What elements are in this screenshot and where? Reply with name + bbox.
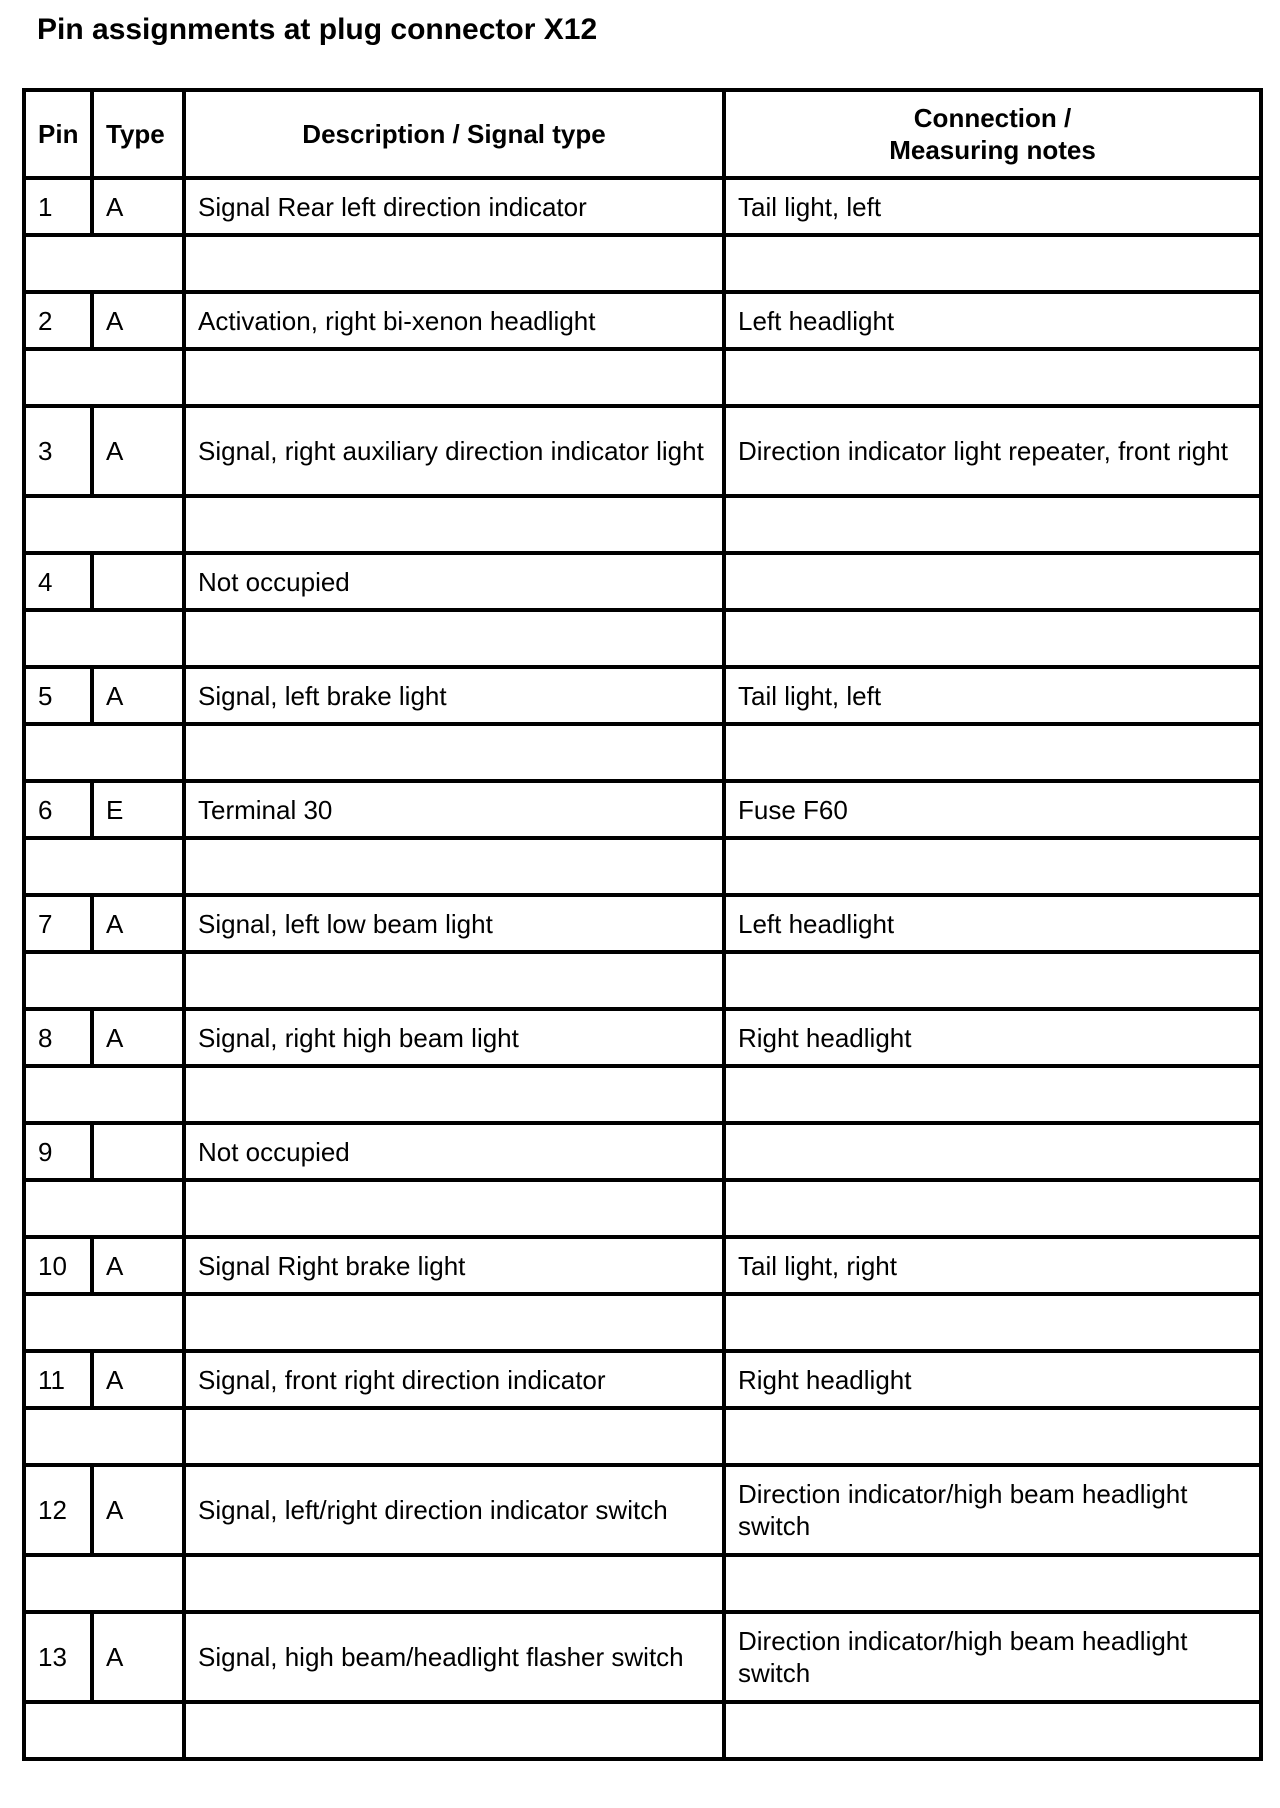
table-row [24,1123,1261,1180]
pin-cell: 12 [24,1465,92,1555]
type-cell: E [92,781,184,838]
spacer-row [24,1294,1261,1351]
spacer-row [24,610,1261,667]
table-header-row [24,90,1261,178]
description-cell: Activation, right bi-xenon headlight [184,292,724,349]
table-row [24,667,1261,724]
header-type: Type [92,90,184,178]
type-cell: A [92,1009,184,1066]
spacer-row [24,838,1261,895]
description-cell: Signal, right high beam light [184,1009,724,1066]
connection-cell: Direction indicator/high beam headlight switch [724,1465,1261,1555]
type-cell [92,553,184,610]
table-row [24,178,1261,235]
pin-cell: 3 [24,406,92,496]
pin-cell: 6 [24,781,92,838]
description-cell: Signal, left low beam light [184,895,724,952]
type-cell: A [92,1237,184,1294]
spacer-row [24,1702,1261,1759]
spacer-row [24,724,1261,781]
connection-cell [724,1123,1261,1180]
table-row [24,1351,1261,1408]
spacer-row [24,496,1261,553]
connection-cell: Left headlight [724,895,1261,952]
pin-cell: 1 [24,178,92,235]
description-cell: Signal Rear left direction indicator [184,178,724,235]
header-description: Description / Signal type [184,90,724,178]
description-cell: Signal Right brake light [184,1237,724,1294]
spacer-row [24,1180,1261,1237]
header-connection-line1: Connection / [913,103,1072,133]
type-cell: A [92,667,184,724]
description-cell: Not occupied [184,553,724,610]
description-cell: Signal, right auxiliary direction indicator light [184,406,724,496]
description-cell: Signal, left/right direction indicator switch [184,1465,724,1555]
type-cell: A [92,1465,184,1555]
type-cell: A [92,178,184,235]
connection-cell: Tail light, left [724,178,1261,235]
table-row [24,553,1261,610]
connection-cell: Right headlight [724,1351,1261,1408]
pin-cell: 8 [24,1009,92,1066]
table-row [24,1009,1261,1066]
pin-cell: 5 [24,667,92,724]
description-cell: Signal, left brake light [184,667,724,724]
connection-cell: Left headlight [724,292,1261,349]
type-cell: A [92,406,184,496]
connection-cell: Direction indicator light repeater, front right [724,406,1261,496]
description-cell: Signal, high beam/headlight flasher switch [184,1612,724,1702]
table-row [24,895,1261,952]
table-row [24,781,1261,838]
pin-cell: 7 [24,895,92,952]
type-cell: A [92,1351,184,1408]
spacer-row [24,1066,1261,1123]
header-connection-line2: Measuring notes [889,135,1096,165]
spacer-row [24,349,1261,406]
header-pin: Pin [24,90,92,178]
connection-cell: Fuse F60 [724,781,1261,838]
spacer-row [24,1555,1261,1612]
connection-cell [724,553,1261,610]
header-connection [724,90,1261,178]
type-cell [92,1123,184,1180]
pin-cell: 4 [24,553,92,610]
description-cell: Signal, front right direction indicator [184,1351,724,1408]
type-cell: A [92,1612,184,1702]
table-row [24,406,1261,496]
connection-cell: Direction indicator/high beam headlight switch [724,1612,1261,1702]
table-row [24,292,1261,349]
pin-cell: 2 [24,292,92,349]
spacer-row [24,1408,1261,1465]
description-cell: Not occupied [184,1123,724,1180]
pin-cell: 13 [24,1612,92,1702]
pin-cell: 11 [24,1351,92,1408]
pin-assignment-table [22,88,1263,1761]
connection-cell: Tail light, right [724,1237,1261,1294]
table-row [24,1612,1261,1702]
spacer-row [24,235,1261,292]
connection-cell: Right headlight [724,1009,1261,1066]
pin-cell: 9 [24,1123,92,1180]
page-title: Pin assignments at plug connector X12 [37,13,598,46]
description-cell: Terminal 30 [184,781,724,838]
connection-cell: Tail light, left [724,667,1261,724]
type-cell: A [92,292,184,349]
type-cell: A [92,895,184,952]
spacer-row [24,952,1261,1009]
table-row [24,1465,1261,1555]
table-row [24,1237,1261,1294]
pin-cell: 10 [24,1237,92,1294]
